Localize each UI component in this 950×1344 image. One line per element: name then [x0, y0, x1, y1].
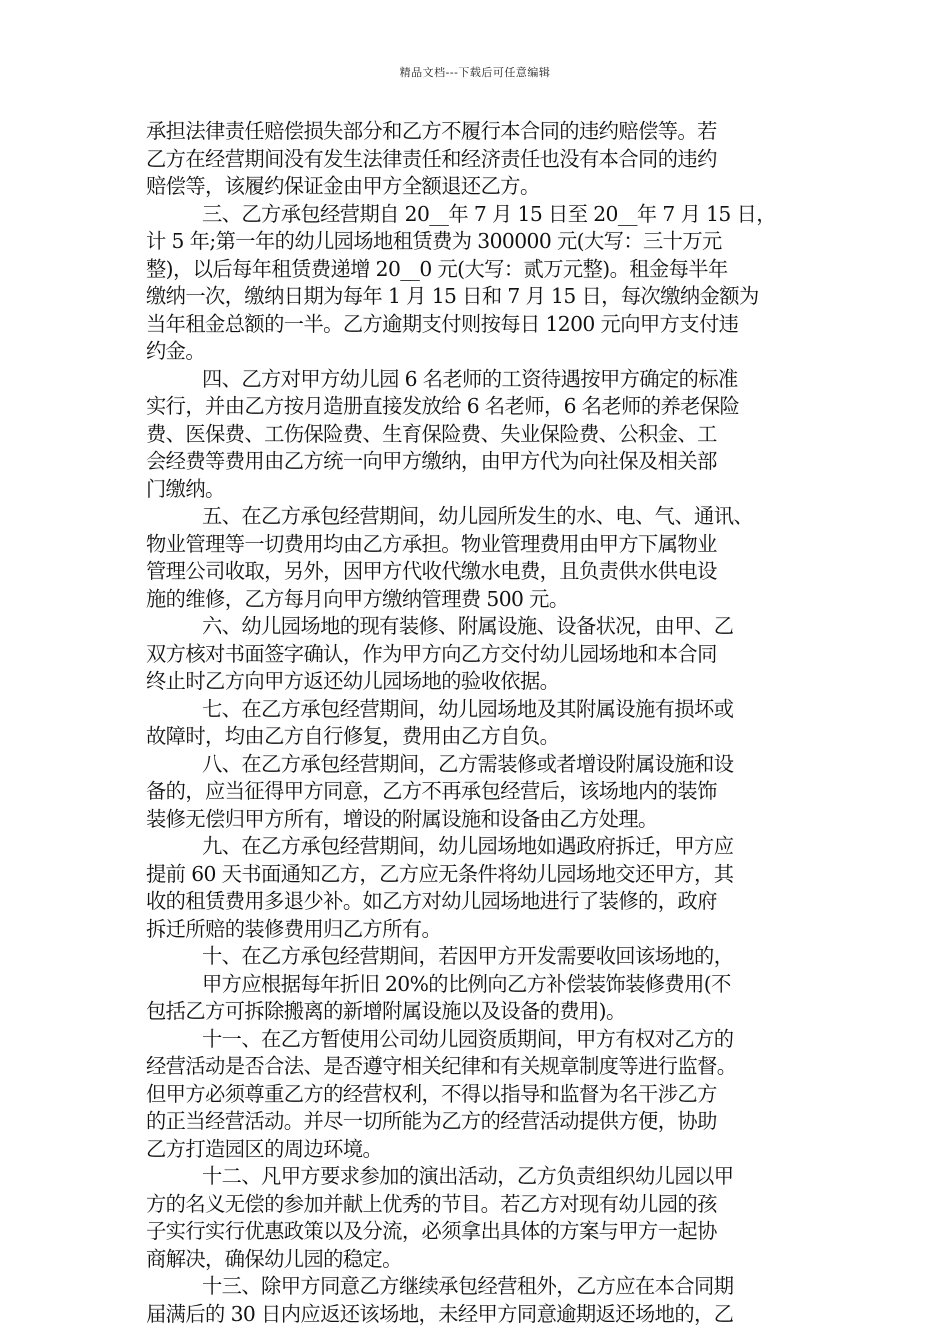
text-line: 提前 60 天书面通知乙方，乙方应无条件将幼儿园场地交还甲方，其 — [146, 861, 734, 886]
text-line: 十三、除甲方同意乙方继续承包经营租外，乙方应在本合同期 — [202, 1274, 734, 1298]
text-line: 管理公司收取，另外，因甲方代收代缴水电费，且负责供水供电设 — [146, 559, 717, 583]
text-line: 当年租金总额的一半。乙方逾期支付则按每日 1200 元向甲方支付违 — [146, 311, 739, 336]
text-line: 四、乙方对甲方幼儿园 6 名老师的工资待遇按甲方确定的标准 — [202, 366, 738, 391]
text-line: 计 5 年;第一年的幼儿园场地租赁费为 300000 元(大写：三十万元 — [146, 229, 722, 253]
text-line: 经营活动是否合法、是否遵守相关纪律和有关规章制度等进行监督。 — [146, 1054, 737, 1078]
text-line: 施的维修，乙方每月向甲方缴纳管理费 500 元。 — [146, 586, 569, 611]
text-line: 八、在乙方承包经营期间，乙方需装修或者增设附属设施和设 — [202, 751, 734, 776]
text-line: 故障时，均由乙方自行修复，费用由乙方自负。 — [146, 724, 560, 748]
page-header: 精品文档---下载后可任意编辑 — [399, 66, 551, 79]
text-line: 赔偿等，该履约保证金由甲方全额退还乙方。 — [146, 174, 540, 198]
text-line: 装修无偿归甲方所有，增设的附属设施和设备由乙方处理。 — [146, 806, 658, 831]
text-line: 九、在乙方承包经营期间，幼儿园场地如遇政府拆迁，甲方应 — [202, 834, 734, 858]
text-line: 拆迁所赔的装修费用归乙方所有。 — [146, 916, 442, 941]
text-line: 终止时乙方向甲方返还幼儿园场地的验收依据。 — [146, 669, 560, 693]
text-line: 门缴纳。 — [146, 476, 225, 501]
text-line: 甲方应根据每年折旧 20%的比例向乙方补偿装饰装修费用(不 — [202, 971, 731, 996]
text-line: 届满后的 30 日内应返还该场地，未经甲方同意逾期返还场地的，乙 — [146, 1301, 734, 1326]
text-line: 三、乙方承包经营期自 20__年 7 月 15 日至 20__年 7 月 15 日， — [202, 201, 776, 226]
text-line: 费、医保费、工伤保险费、生育保险费、失业保险费、公积金、工 — [146, 421, 717, 446]
text-line: 商解决，确保幼儿园的稳定。 — [146, 1246, 402, 1271]
text-line: 备的，应当征得甲方同意，乙方不再承包经营后，该场地内的装饰 — [146, 779, 717, 803]
text-line: 乙方在经营期间没有发生法律责任和经济责任也没有本合同的违约 — [146, 146, 717, 171]
text-line: 子实行实行优惠政策以及分流，必须拿出具体的方案与甲方一起协 — [146, 1219, 717, 1243]
text-line: 实行，并由乙方按月造册直接发放给 6 名老师，6 名老师的养老保险 — [146, 394, 740, 418]
text-line: 十二、凡甲方要求参加的演出活动，乙方负责组织幼儿园以甲 — [202, 1164, 734, 1188]
text-line: 约金。 — [146, 339, 206, 363]
text-line: 十、在乙方承包经营期间，若因甲方开发需要收回该场地的， — [202, 944, 734, 968]
text-line: 的正当经营活动。并尽一切所能为乙方的经营活动提供方便，协助 — [146, 1109, 717, 1133]
text-line: 双方核对书面签字确认，作为甲方向乙方交付幼儿园场地和本合同 — [146, 641, 717, 666]
text-line: 会经费等费用由乙方统一向甲方缴纳，由甲方代为向社保及相关部 — [146, 449, 717, 473]
text-line: 五、在乙方承包经营期间，幼儿园所发生的水、电、气、通讯、 — [202, 504, 754, 528]
document-body — [146, 118, 822, 1328]
text-line: 七、在乙方承包经营期间，幼儿园场地及其附属设施有损坏或 — [202, 696, 734, 721]
text-line: 乙方打造园区的周边环境。 — [146, 1136, 383, 1161]
text-line: 十一、在乙方暂使用公司幼儿园资质期间，甲方有权对乙方的 — [202, 1026, 734, 1051]
text-line: 整)，以后每年租赁费递增 20__0 元(大写：贰万元整)。租金每半年 — [146, 256, 728, 281]
text-line: 六、幼儿园场地的现有装修、附属设施、设备状况，由甲、乙 — [202, 614, 734, 638]
text-line: 缴纳一次，缴纳日期为每年 1 月 15 日和 7 月 15 日，每次缴纳金额为 — [146, 284, 759, 308]
text-line: 但甲方必须尊重乙方的经营权利，不得以指导和监督为名干涉乙方 — [146, 1081, 717, 1106]
text-line: 承担法律责任赔偿损失部分和乙方不履行本合同的违约赔偿等。若 — [146, 119, 717, 143]
text-line: 物业管理等一切费用均由乙方承担。物业管理费用由甲方下属物业 — [146, 531, 717, 556]
text-line: 方的名义无偿的参加并献上优秀的节目。若乙方对现有幼儿园的孩 — [146, 1191, 717, 1216]
text-line: 包括乙方可拆除搬离的新增附属设施以及设备的费用)。 — [146, 999, 626, 1023]
text-line: 收的租赁费用多退少补。如乙方对幼儿园场地进行了装修的，政府 — [146, 889, 717, 913]
